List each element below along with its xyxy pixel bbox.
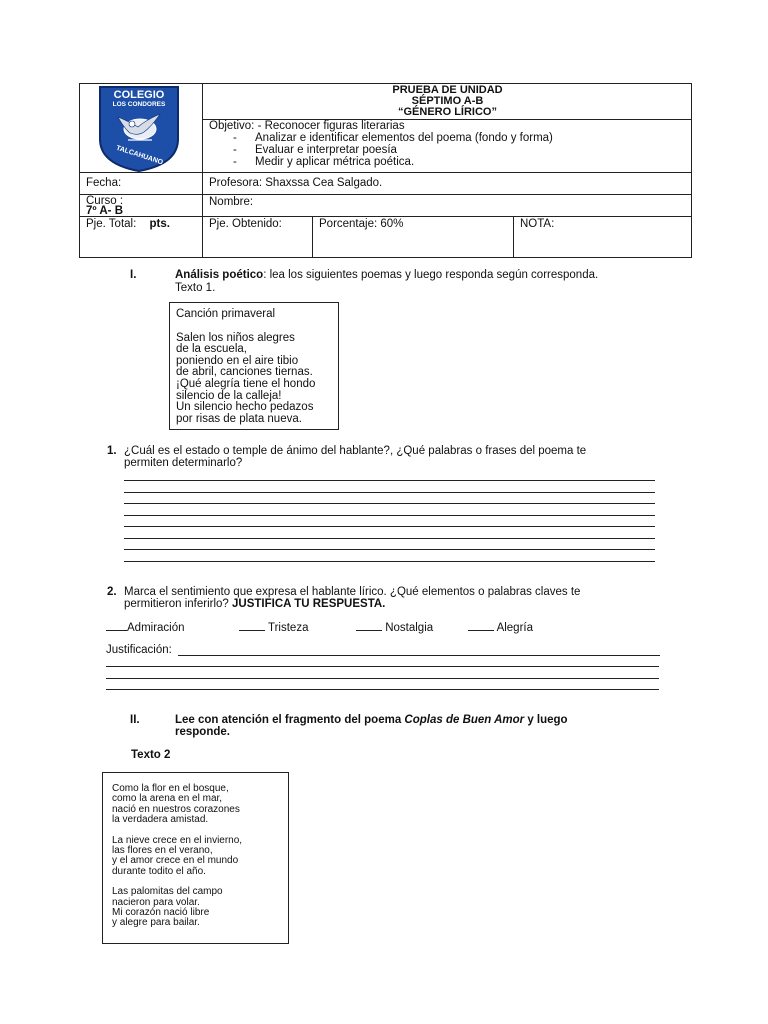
pje-obtenido-field[interactable] xyxy=(203,217,313,258)
title-line: SÉPTIMO A-B xyxy=(411,95,484,107)
title-line: “GÉNERO LÍRICO” xyxy=(397,106,497,118)
poem1-title: Canción primaveral xyxy=(176,308,276,320)
exam-title xyxy=(203,84,692,120)
answer-line[interactable] xyxy=(124,549,655,550)
section2-heading: Lee con atención el fragmento del poema Coplas de Buen Amor y luego xyxy=(175,714,568,726)
logo-cell xyxy=(80,84,203,173)
curso-value: 7º A- B xyxy=(86,205,123,217)
poem1-box xyxy=(169,302,339,430)
poem-name: Coplas de Buen Amor xyxy=(404,714,525,726)
question2-line2-bold: JUSTIFICA TU RESPUESTA. xyxy=(232,598,386,610)
pje-total-field xyxy=(80,217,203,258)
poem-line: durante todito el año. xyxy=(112,865,206,877)
answer-line[interactable] xyxy=(178,655,660,656)
poem-line: nació en nuestros corazones xyxy=(112,803,240,815)
poem-line: Como la flor en el bosque, xyxy=(112,783,229,794)
poem-line: ¡Qué alegría tiene el hondo xyxy=(176,377,316,390)
profesora-field xyxy=(203,173,692,195)
answer-line[interactable] xyxy=(106,689,659,690)
answer-line[interactable] xyxy=(124,526,655,527)
texto2-label: Texto 2 xyxy=(131,749,171,761)
fecha-field[interactable] xyxy=(80,173,203,195)
answer-line[interactable] xyxy=(124,492,655,493)
answer-line[interactable] xyxy=(124,538,655,539)
answer-line[interactable] xyxy=(124,561,655,562)
poem-line: y alegre para bailar. xyxy=(112,917,200,929)
poem-line: Mi corazón nació libre xyxy=(112,907,210,919)
objective-item: - Analizar e identificar elementos del poema (fondo y forma) xyxy=(233,132,553,144)
pje-obtenido-label: Pje. Obtenido: xyxy=(209,218,282,230)
section1-heading-rest: : lea los siguientes poemas y luego responda según corresponda. xyxy=(263,269,599,281)
section2-numeral: II. xyxy=(130,714,140,726)
section1-numeral: I. xyxy=(130,269,137,281)
option-alegria[interactable]: Alegría xyxy=(468,621,533,634)
objective-item: - Medir y aplicar métrica poética. xyxy=(233,156,415,168)
question2-line2 xyxy=(124,598,385,610)
answer-line[interactable] xyxy=(124,503,655,504)
justificacion-label: Justificación: xyxy=(106,644,172,656)
poem-line: y el amor crece en el mundo xyxy=(112,855,239,867)
poem2-box xyxy=(102,772,289,944)
section1-heading-bold: Análisis poético xyxy=(175,269,264,281)
answer-line[interactable] xyxy=(106,678,659,679)
profesora-text: Profesora: Shaxssa Cea Salgado. xyxy=(209,177,383,189)
poem-line: Un silencio hecho pedazos xyxy=(176,401,314,414)
answer-line[interactable] xyxy=(124,515,655,516)
school-logo xyxy=(80,84,203,173)
poem2-stanza xyxy=(112,784,279,826)
question2-line2-plain: permitieron inferirlo? xyxy=(124,598,233,610)
poem2-stanza xyxy=(112,836,279,878)
option-tristeza[interactable]: Tristeza xyxy=(239,621,308,634)
curso-label: Curso : xyxy=(86,195,124,207)
option-nostalgia[interactable]: Nostalgia xyxy=(356,621,433,634)
texto1-label: Texto 1. xyxy=(175,282,216,294)
answer-line[interactable] xyxy=(124,480,655,481)
logo-title: COLEGIO xyxy=(113,89,165,101)
header-table xyxy=(79,83,692,258)
nota-field[interactable] xyxy=(514,217,692,258)
logo-subtitle: LOS CONDORES xyxy=(112,101,166,108)
poem-line: poniendo en el aire tibio xyxy=(176,354,299,367)
question1-line1: ¿Cuál es el estado o temple de ánimo del hablante?, ¿Qué palabras o frases del poema te xyxy=(124,445,587,457)
objective-item: - Evaluar e interpretar poesía xyxy=(233,144,397,156)
poem-line: nacieron para volar. xyxy=(112,896,200,908)
section2-heading-line2: responde. xyxy=(175,726,230,738)
objectives xyxy=(203,120,692,173)
answer-line[interactable] xyxy=(106,666,659,667)
nombre-label: Nombre: xyxy=(209,196,254,208)
poem-line: por risas de plata nueva. xyxy=(176,412,302,425)
poem-line: de abril, canciones tiernas. xyxy=(176,366,313,379)
objective-label: Objetivo: - Reconocer figuras literarias xyxy=(209,120,405,132)
poem-line: silencio de la calleja! xyxy=(176,389,282,402)
pje-total-unit: pts. xyxy=(149,218,170,230)
logo-city: TALCAHUANO xyxy=(115,144,164,167)
pje-total-label: Pje. Total: xyxy=(86,218,137,230)
question2-line1: Marca el sentimiento que expresa el hablante lírico. ¿Qué elementos o palabras claves te xyxy=(124,586,581,598)
poem-line: de la escuela, xyxy=(176,343,247,356)
poem-line: la verdadera amistad. xyxy=(112,814,209,826)
section1-heading xyxy=(175,269,598,281)
poem-line: Salen los niños alegres xyxy=(176,331,295,344)
fecha-label: Fecha: xyxy=(86,177,122,189)
poem-line: La nieve crece en el invierno, xyxy=(112,834,243,846)
question1-number: 1. xyxy=(107,445,117,457)
nota-label: NOTA: xyxy=(520,218,555,230)
porcentaje-field xyxy=(313,217,514,258)
question2-number: 2. xyxy=(107,586,117,598)
title-line: PRUEBA DE UNIDAD xyxy=(392,84,503,96)
question1-line2: permiten determinarlo? xyxy=(124,457,243,469)
porcentaje-label: Porcentaje: 60% xyxy=(319,218,404,230)
option-admiracion[interactable]: Admiración xyxy=(106,621,185,634)
poem-line: las flores en el verano, xyxy=(112,845,213,857)
poem2-stanza xyxy=(112,887,279,929)
poem-line: como la arena en el mar, xyxy=(112,793,223,805)
nombre-field[interactable] xyxy=(203,195,692,217)
poem-line: Las palomitas del campo xyxy=(112,886,223,898)
curso-field xyxy=(80,195,203,217)
